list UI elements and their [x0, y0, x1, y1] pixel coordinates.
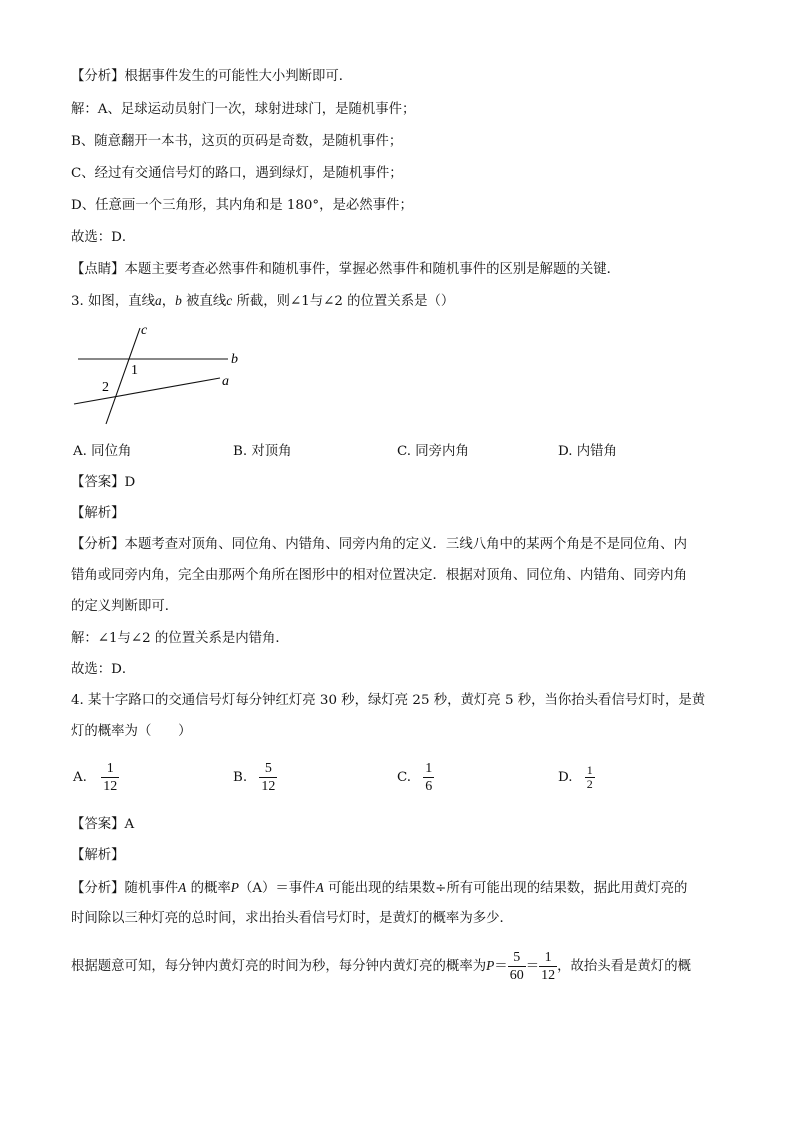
q3-option-a: A. 同位角 [73, 444, 132, 459]
solution-line-c: C、经过有交通信号灯的路口，遇到绿灯，是随机事件； [71, 166, 403, 181]
q3-option-c: C. 同旁内角 [397, 444, 469, 459]
q3-solution: 解：∠1与∠2 的位置关系是内错角． [71, 631, 289, 646]
var-b: b [175, 293, 182, 308]
q3-choose: 故选：D． [71, 662, 136, 677]
var-a: a [155, 293, 162, 308]
q4-solution-line: 根据题意可知，每分钟内黄灯亮的时间为秒，每分钟内黄灯亮的概率为P＝ $\frac{5}{60}$ ＝ $\frac{1}{12}$ ，故抬头看是黄灯的概 [71, 950, 691, 983]
q3-option-d: D. 内错角 [558, 444, 617, 459]
q4-analysis-line-2: 时间除以三种灯亮的总时间，求出抬头看信号灯时，是黄灯的概率为多少． [71, 911, 513, 926]
q3-analysis-line-1: 【分析】本题考查对顶角、同位角、内错角、同旁内角的定义．三线八角中的某两个角是不是同位角、内 [71, 537, 687, 552]
q3-analysis-line-2: 错角或同旁内角，完全由那两个角所在图形中的相对位置决定．根据对顶角、同位角、内错角、同旁内角 [71, 568, 687, 583]
q3-analysis-title: 【解析】 [71, 506, 125, 521]
label-b: b [231, 352, 238, 367]
q3-answer: 【答案】D [71, 475, 136, 490]
solution-line-b: B、随意翻开一本书，这页的页码是奇数，是随机事件； [71, 134, 403, 149]
q4-analysis-line-1: 【分析】随机事件A 的概率P（A）＝事件A 可能出现的结果数÷所有可能出现的结果数，据此用黄灯亮的 [71, 880, 688, 896]
question-3-stem: 3. 如图，直线a，b 被直线c 所截，则∠1与∠2 的位置关系是（） [71, 293, 455, 309]
parallel-lines-figure [68, 318, 248, 428]
fraction: $\frac{1}{6}$ [425, 761, 433, 794]
q4-option-a: A. $\frac{1}{12}$ [73, 761, 118, 794]
q4-answer: 【答案】A [71, 817, 135, 832]
angle-1-label: 1 [131, 363, 138, 378]
angle-2-label: 2 [102, 380, 109, 395]
fraction: $\frac{1}{2}$ [586, 763, 593, 791]
var-c: c [226, 293, 233, 308]
q4-analysis-title: 【解析】 [71, 848, 125, 863]
fraction: $\frac{5}{60}$ [509, 950, 524, 983]
question-4-stem-line-2: 灯的概率为（ ） [71, 724, 192, 739]
solution-line-d: D、任意画一个三角形，其内角和是 180°，是必然事件； [71, 198, 413, 213]
fraction: $\frac{1}{12}$ [103, 761, 118, 794]
label-c: c [141, 323, 148, 338]
analysis-line: 【分析】根据事件发生的可能性大小判断即可． [71, 69, 353, 84]
comment-line: 【点睛】本题主要考查必然事件和随机事件，掌握必然事件和随机事件的区别是解题的关键． [71, 262, 621, 277]
choose-line: 故选：D． [71, 230, 136, 245]
fraction: $\frac{1}{12}$ [541, 950, 556, 983]
q3-analysis-line-3: 的定义判断即可． [71, 599, 179, 614]
q3-option-b: B. 对顶角 [233, 444, 292, 459]
solution-line-a: 解：A、足球运动员射门一次，球射进球门，是随机事件； [71, 102, 416, 117]
q4-option-d: D. $\frac{1}{2}$ [558, 763, 593, 791]
question-4-stem-line-1: 4. 某十字路口的交通信号灯每分钟红灯亮 30 秒，绿灯亮 25 秒，黄灯亮 5 秒，当你抬头看信号灯时，是黄 [71, 693, 706, 708]
line-a [74, 378, 220, 404]
label-a: a [222, 374, 229, 389]
q4-option-c: C. $\frac{1}{6}$ [397, 761, 433, 794]
fraction: $\frac{5}{12}$ [261, 761, 276, 794]
q4-option-b: B. $\frac{5}{12}$ [233, 761, 276, 794]
